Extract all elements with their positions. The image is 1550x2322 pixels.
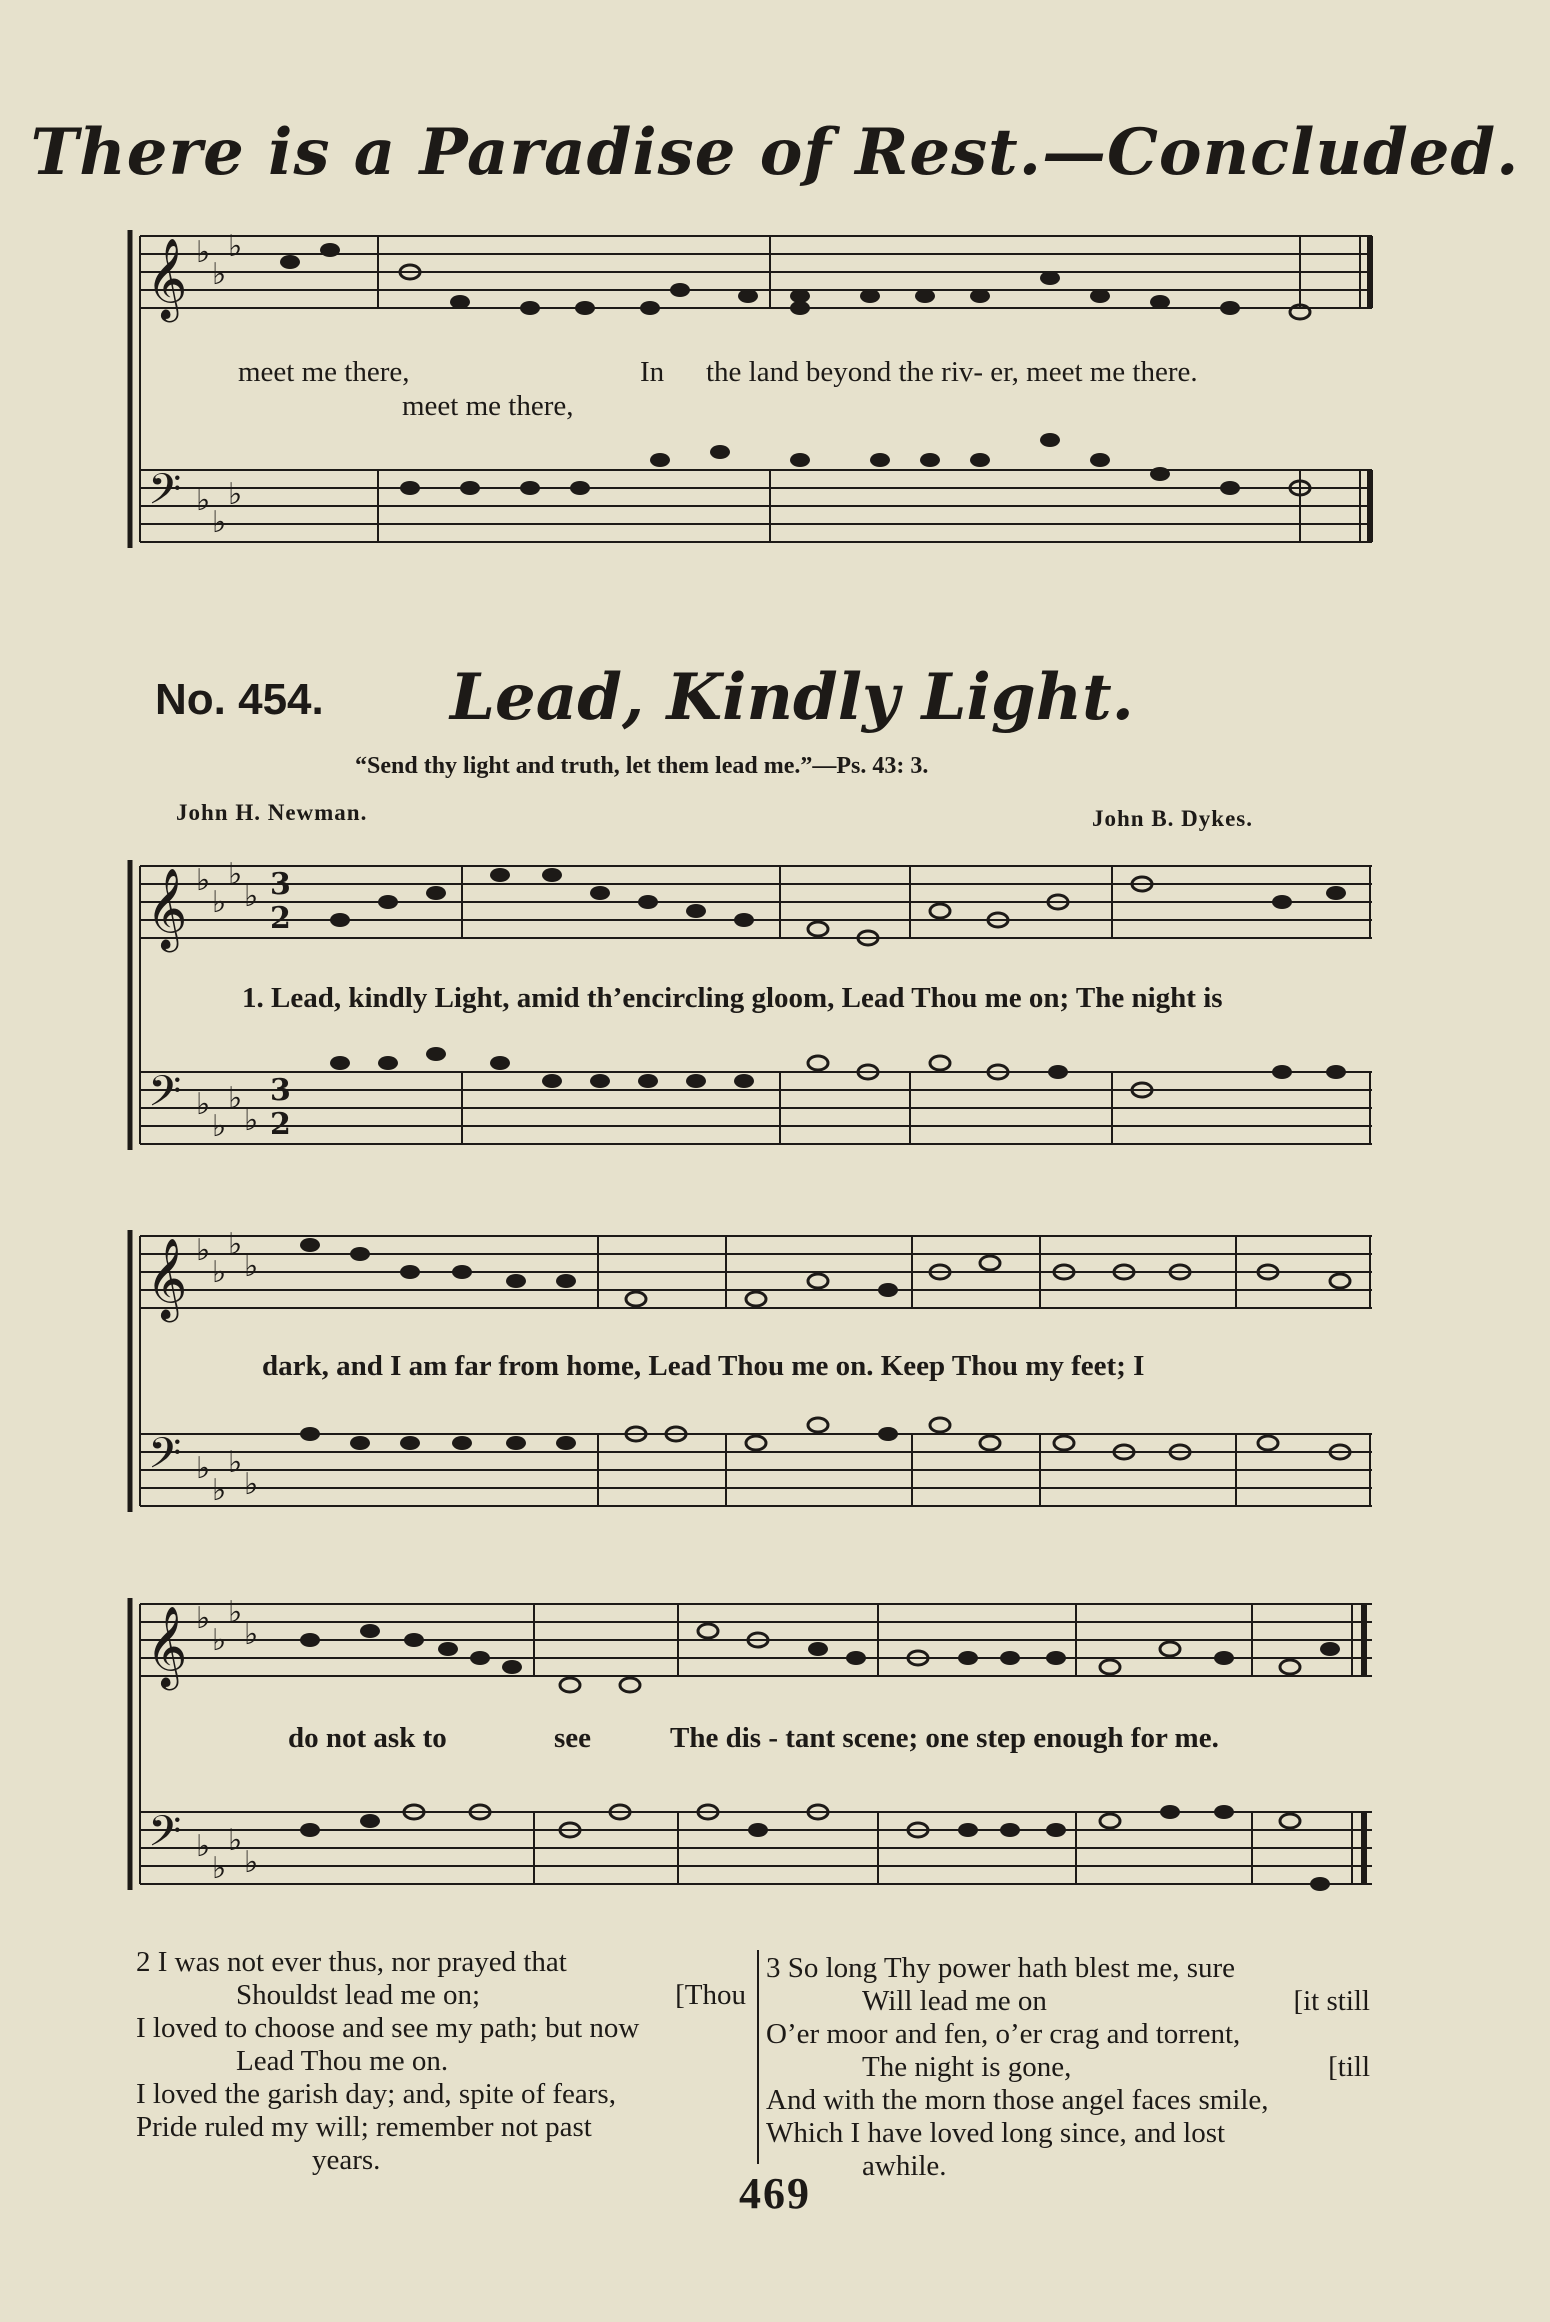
svg-text:♭: ♭: [212, 1623, 227, 1658]
verse-line: years.: [312, 2144, 381, 2176]
treble-clef-icon: 𝄞: [146, 1605, 188, 1687]
svg-text:♭: ♭: [228, 1445, 243, 1480]
hymn-number: No. 454.: [155, 675, 324, 724]
verse-line: And with the morn those angel faces smile,: [766, 2084, 1269, 2116]
svg-text:♭: ♭: [228, 229, 243, 264]
time-signature-top: 3: [270, 1073, 291, 1108]
verse-3: [766, 1952, 1370, 2183]
svg-text:♭: ♭: [196, 863, 211, 898]
author: John H. Newman.: [176, 800, 368, 825]
svg-text:♭: ♭: [212, 505, 227, 540]
lyrics-line: 1. Lead, kindly Light, amid th’encircling gloom, Lead Thou me on; The night is: [242, 982, 1223, 1014]
staff-treble-2: [140, 1236, 1372, 1308]
svg-text:♭: ♭: [196, 483, 211, 518]
lyrics-line: do not ask to: [288, 1722, 447, 1754]
verse-2: [136, 1946, 746, 2177]
verse-line: Lead Thou me on.: [236, 2045, 449, 2077]
staff-bass-top: [140, 470, 1372, 542]
svg-text:♭: ♭: [244, 1103, 259, 1138]
svg-text:♭: ♭: [228, 857, 243, 892]
svg-text:♭: ♭: [196, 1233, 211, 1268]
bass-clef-icon: 𝄢: [148, 1429, 182, 1489]
svg-text:♭: ♭: [244, 1845, 259, 1880]
time-signature-bottom: 2: [270, 901, 291, 936]
bass-clef-icon: 𝄢: [148, 465, 182, 525]
svg-text:♭: ♭: [228, 1227, 243, 1262]
verse-line: 3 So long Thy power hath blest me, sure: [766, 1952, 1236, 1984]
key-signature-flats: [196, 229, 258, 1886]
treble-clef-icon: 𝄞: [146, 237, 188, 319]
verse-line: Pride ruled my will; remember not past: [136, 2111, 592, 2143]
verse-line: Will lead me on: [862, 1985, 1047, 2017]
note-heads: [280, 243, 1350, 1891]
verse-line: [it still: [1293, 1985, 1370, 2017]
svg-text:♭: ♭: [244, 1617, 259, 1652]
bass-clef-icon: 𝄢: [148, 1807, 182, 1867]
verse-line: The night is gone,: [862, 2051, 1072, 2083]
staff-bass-3: [140, 1812, 1372, 1884]
verse-line: O’er moor and fen, o’er crag and torrent,: [766, 2018, 1241, 2050]
lyrics-line: dark, and I am far from home, Lead Thou me on. Keep Thou my feet; I: [262, 1350, 1145, 1382]
svg-text:♭: ♭: [212, 885, 227, 920]
continued-title: There is a Paradise of Rest.—Concluded.: [30, 115, 1520, 190]
lyrics-line: meet me there,: [238, 356, 410, 388]
svg-text:♭: ♭: [196, 1087, 211, 1122]
staff-treble-3: [140, 1604, 1372, 1676]
verse-line: [Thou: [675, 1979, 746, 2011]
svg-text:♭: ♭: [244, 1467, 259, 1502]
verse-line: I loved to choose and see my path; but now: [136, 2012, 640, 2044]
svg-text:♭: ♭: [212, 257, 227, 292]
staff-bass-2: [140, 1434, 1372, 1506]
svg-text:♭: ♭: [212, 1109, 227, 1144]
svg-text:♭: ♭: [228, 1081, 243, 1116]
svg-text:♭: ♭: [212, 1473, 227, 1508]
svg-text:♭: ♭: [196, 1601, 211, 1636]
composer: John B. Dykes.: [1092, 806, 1253, 831]
bass-clef-icon: 𝄢: [148, 1067, 182, 1127]
svg-text:♭: ♭: [228, 1595, 243, 1630]
page-number: 469: [739, 2169, 811, 2218]
lyrics-word: see: [554, 1722, 592, 1754]
lyrics-word: In: [640, 356, 665, 388]
treble-clef-icon: 𝄞: [146, 867, 188, 949]
svg-text:♭: ♭: [196, 1451, 211, 1486]
verse-line: awhile.: [862, 2150, 947, 2182]
svg-text:♭: ♭: [244, 1249, 259, 1284]
staff-treble-1: [140, 866, 1372, 938]
svg-text:♭: ♭: [244, 879, 259, 914]
verse-line: [till: [1328, 2051, 1370, 2083]
staff-bass-1: [140, 1072, 1372, 1144]
lyrics-line: meet me there,: [402, 390, 574, 422]
verse-line: Which I have loved long since, and lost: [766, 2117, 1226, 2149]
svg-text:♭: ♭: [228, 1823, 243, 1858]
epigraph: “Send thy light and truth, let them lead me.”—Ps. 43: 3.: [355, 753, 929, 779]
svg-text:♭: ♭: [212, 1851, 227, 1886]
lyrics-line: the land beyond the riv- er, meet me there.: [706, 356, 1198, 388]
verse-line: I loved the garish day; and, spite of fears,: [136, 2078, 616, 2110]
verse-line: Shouldst lead me on;: [236, 1979, 481, 2011]
lyrics-line: The dis - tant scene; one step enough for me.: [670, 1722, 1219, 1754]
treble-clef-icon: 𝄞: [146, 1237, 188, 1319]
time-signature-top: 3: [270, 867, 291, 902]
svg-text:♭: ♭: [228, 477, 243, 512]
svg-text:♭: ♭: [196, 235, 211, 270]
svg-text:♭: ♭: [212, 1255, 227, 1290]
verse-line: 2 I was not ever thus, nor prayed that: [136, 1946, 567, 1978]
hymn-title: Lead, Kindly Light.: [450, 660, 1134, 735]
svg-text:♭: ♭: [196, 1829, 211, 1864]
time-signature-bottom: 2: [270, 1107, 291, 1142]
